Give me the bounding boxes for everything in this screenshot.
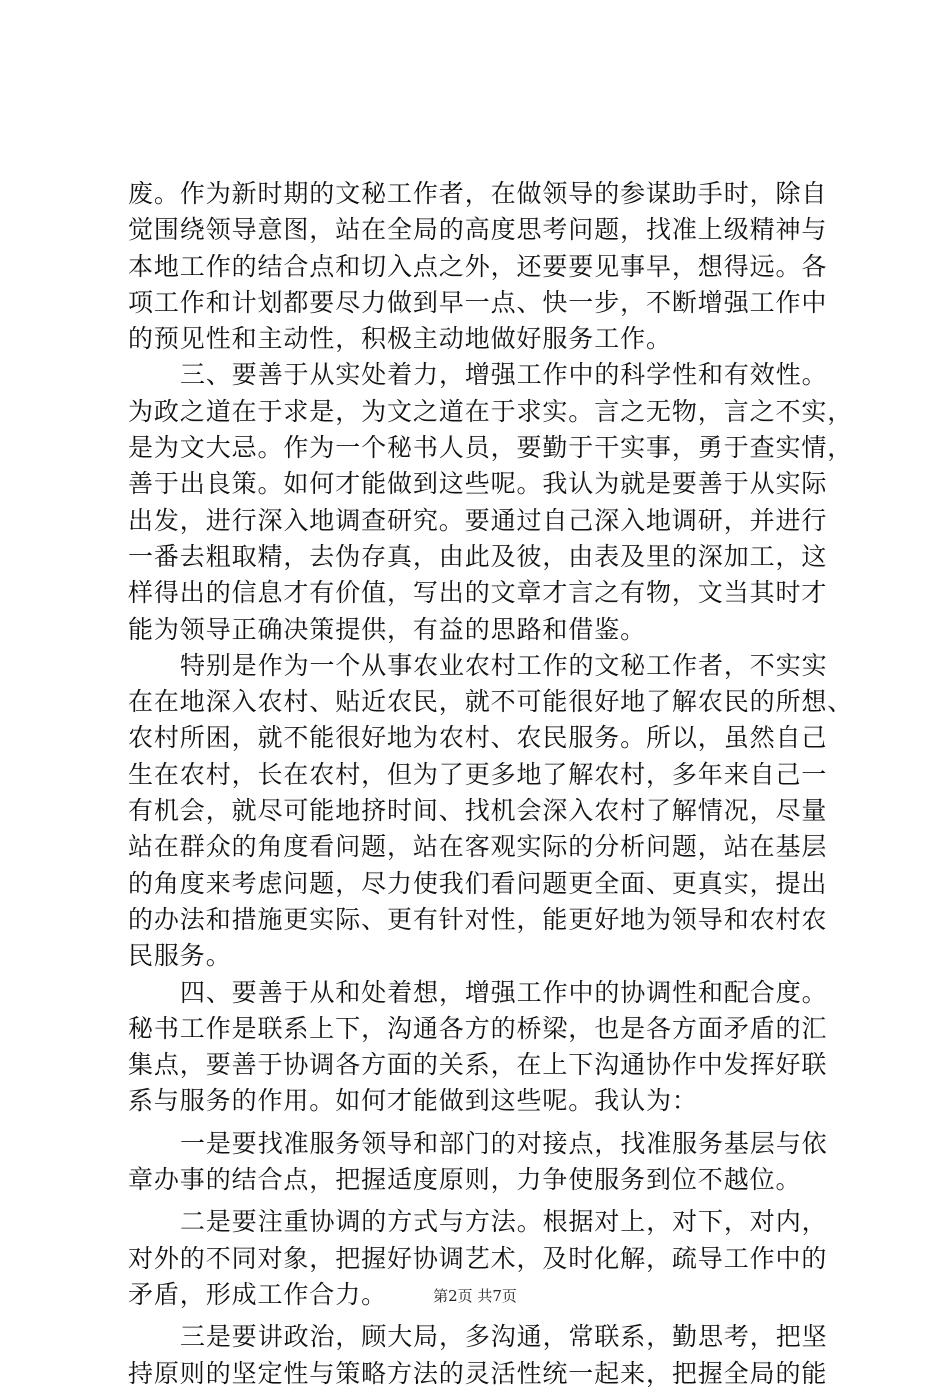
paragraph-start-line: 一是要找准服务领导和部门的对接点，找准服务基层与依: [180, 1128, 828, 1158]
text-line: 农村所困，就不能很好地为农村、农民服务。所以，虽然自己: [128, 723, 828, 753]
paragraph-start-line: 三、要善于从实处着力，增强工作中的科学性和有效性。: [180, 360, 828, 390]
text-line: 矛盾，形成工作合力。: [128, 1279, 388, 1309]
text-line: 本地工作的结合点和切入点之外，还要要见事早，想得远。各: [128, 251, 828, 281]
text-line: 觉围绕领导意图，站在全局的高度思考问题，找准上级精神与: [128, 215, 828, 245]
text-line: 一番去粗取精，去伪存真，由此及彼，由表及里的深加工，这: [128, 541, 828, 571]
text-line: 持原则的坚定性与策略方法的灵活性统一起来，把握全局的能: [128, 1358, 828, 1388]
text-line: 在在地深入农村、贴近农民，就不可能很好地了解农民的所想、: [128, 687, 854, 717]
text-line: 秘书工作是联系上下，沟通各方的桥梁，也是各方面矛盾的汇: [128, 1013, 828, 1043]
text-line: 样得出的信息才有价值，写出的文章才言之有物，文当其时才: [128, 578, 828, 608]
paragraph-start-line: 二是要注重协调的方式与方法。根据对上，对下，对内，: [180, 1207, 828, 1237]
text-line: 生在农村，长在农村，但为了更多地了解农村，多年来自己一: [128, 759, 828, 789]
text-line: 废。作为新时期的文秘工作者，在做领导的参谋助手时，除自: [128, 179, 828, 208]
paragraph-start-line: 四、要善于从和处着想，增强工作中的协调性和配合度。: [180, 977, 828, 1007]
text-line: 的预见性和主动性，积极主动地做好服务工作。: [128, 324, 672, 354]
text-line: 有机会，就尽可能地挤时间、找机会深入农村了解情况，尽量: [128, 796, 828, 826]
text-line: 项工作和计划都要尽力做到早一点、快一步，不断增强工作中: [128, 287, 828, 317]
text-line: 出发，进行深入地调查研究。要通过自己深入地调研，并进行: [128, 505, 828, 535]
text-line: 的角度来考虑问题，尽力使我们看问题更全面、更真实，提出: [128, 868, 828, 898]
text-line: 能为领导正确决策提供，有益的思路和借鉴。: [128, 614, 647, 644]
text-line: 的办法和措施更实际、更有针对性，能更好地为领导和农村农: [128, 904, 828, 934]
text-line: 对外的不同对象，把握好协调艺术，及时化解，疏导工作中的: [128, 1243, 828, 1273]
page-number-label: 第2页 共7页: [433, 1287, 517, 1305]
text-line: 为政之道在于求是，为文之道在于求实。言之无物，言之不实，: [128, 396, 854, 426]
document-body: [128, 176, 854, 1392]
page-footer: [0, 1286, 950, 1306]
text-line: 民服务。: [128, 941, 232, 971]
text-line: 善于出良策。如何才能做到这些呢。我认为就是要善于从实际: [128, 469, 828, 499]
text-line: 集点，要善于协调各方面的关系，在上下沟通协作中发挥好联: [128, 1050, 828, 1080]
text-line: 系与服务的作用。如何才能做到这些呢。我认为：: [128, 1086, 698, 1116]
paragraph-start-line: 三是要讲政治，顾大局，多沟通，常联系，勤思考，把坚: [180, 1322, 828, 1352]
text-line: 站在群众的角度看问题，站在客观实际的分析问题，站在基层: [128, 832, 828, 862]
text-line: 章办事的结合点，把握适度原则，力争使服务到位不越位。: [128, 1165, 802, 1195]
paragraph-start-line: 特别是作为一个从事农业农村工作的文秘工作者，不实实: [180, 650, 828, 680]
text-line: 是为文大忌。作为一个秘书人员，要勤于干实事，勇于查实情，: [128, 433, 854, 463]
